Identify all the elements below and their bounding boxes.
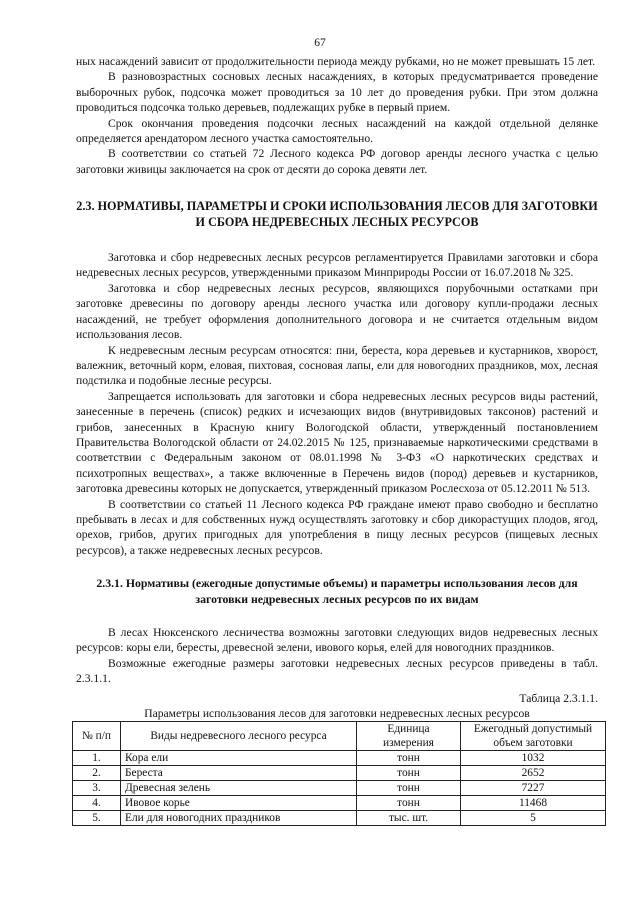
cell-unit: тыс. шт. <box>357 811 461 826</box>
table-row <box>73 796 606 811</box>
cell-number: 2. <box>73 766 121 781</box>
col-header-unit: Единица измерения <box>357 722 461 751</box>
cell-volume: 1032 <box>461 751 606 766</box>
cell-number: 1. <box>73 751 121 766</box>
page-number: 67 <box>314 37 326 49</box>
cell-number: 4. <box>73 796 121 811</box>
cell-number: 3. <box>73 781 121 796</box>
page-body <box>76 54 598 826</box>
cell-volume: 2652 <box>461 766 606 781</box>
paragraph: Срок окончания проведения подсочки лесных насаждений на каждой отдельной делянке определяется арендатором лесного участка самостоятельно. <box>76 116 598 146</box>
paragraph: В соответствии со статьей 11 Лесного кодекса РФ граждане имеют право свободно и бесплатно пребывать в лесах и для собственных нужд осуществлять заготовку и сбор дикорастущих плодов, ягод, орехов, грибов, других пригодных для употребления в пищу лесных ресурсов (пищевых лесных ресурсов), а также недревесных лесных ресурсов. <box>76 497 598 557</box>
col-header-resource: Виды недревесного лесного ресурса <box>121 722 357 751</box>
table-row <box>73 781 606 796</box>
table-header-row <box>73 722 606 751</box>
cell-volume: 7227 <box>461 781 606 796</box>
resources-table <box>72 721 606 826</box>
cell-volume: 11468 <box>461 796 606 811</box>
paragraph: В лесах Нюксенского лесничества возможны заготовки следующих видов недревесных лесных ресурсов: коры ели, бересты, древесной зелени, ивового корья, елей для новогодних праздников. <box>76 626 598 655</box>
table-row <box>73 766 606 781</box>
paragraph: Возможные ежегодные размеры заготовки недревесных лесных ресурсов приведены в табл. 2.3.1.1. <box>76 656 598 686</box>
cell-resource: Береста <box>121 766 357 781</box>
cell-unit: тонн <box>357 766 461 781</box>
table-label: Таблица 2.3.1.1. <box>519 691 598 705</box>
subsection-heading: 2.3.1. Нормативы (ежегодные допустимые объемы) и параметры использования лесов для заготовки недревесных лесных ресурсов по их видам <box>96 576 578 606</box>
cell-number: 5. <box>73 811 121 826</box>
paragraph: ных насаждений зависит от продолжительности периода между рубками, но не может превышать 15 лет. <box>76 55 596 68</box>
col-header-volume: Ежегодный допустимый объем заготовки <box>461 722 606 751</box>
section-heading: 2.3. НОРМАТИВЫ, ПАРАМЕТРЫ И СРОКИ ИСПОЛЬЗОВАНИЯ ЛЕСОВ ДЛЯ ЗАГОТОВКИ И СБОРА НЕДРЕВЕСНЫХ ЛЕСНЫХ РЕСУРСОВ <box>76 199 598 229</box>
paragraph: Заготовка и сбор недревесных лесных ресурсов регламентируется Правилами заготовки и сбора недревесных лесных ресурсов, утвержденными приказом Минприроды России от 16.07.2018 № 325. <box>76 251 598 280</box>
col-header-number: № п/п <box>73 722 121 751</box>
table-row <box>73 811 606 826</box>
cell-resource: Ивовое корье <box>121 796 357 811</box>
cell-unit: тонн <box>357 781 461 796</box>
cell-volume: 5 <box>461 811 606 826</box>
cell-resource: Кора ели <box>121 751 357 766</box>
table-row <box>73 751 606 766</box>
cell-unit: тонн <box>357 751 461 766</box>
cell-unit: тонн <box>357 796 461 811</box>
paragraph: В разновозрастных сосновых лесных насаждениях, в которых предусматривается проведение выборочных рубок, подсочка может проводиться за 10 лет до проведения рубки. При этом должна проводиться подсочка только деревьев, подлежащих рубке в первый прием. <box>76 70 598 115</box>
cell-resource: Ели для новогодних праздников <box>121 811 357 826</box>
paragraph: В соответствии со статьей 72 Лесного кодекса РФ договор аренды лесного участка с целью заготовки живицы заключается на срок от десяти до сорока девяти лет. <box>76 147 598 176</box>
paragraph: К недревесным лесным ресурсам относятся: пни, береста, кора деревьев и кустарников, хворост, валежник, веточный корм, еловая, пихтовая, сосновая лапы, ели для новогодних праздников, мох, лесная подстилка и подобные лесные ресурсы. <box>76 343 598 388</box>
paragraph: Запрещается использовать для заготовки и сбора недревесных лесных ресурсов виды растений, занесенные в перечень (список) редких и исчезающих видов (внутривидовых таксонов) растений и грибов, занесенных в Красную книгу Вологодской области, утвержденный постановлением Правительства Вологодской области от 24.02.2015 № 125, признаваемые наркотическими средствами в соответствии с Федеральным законом от 08.01.1998 № 3-ФЗ «О наркотических средствах и психотропных веществах», а также включенные в Перечень видов (пород) деревьев и кустарников, заготовка древесины которых не допускается, утвержденный приказом Рослесхоза от 05.12.2011 № 513. <box>76 389 598 496</box>
paragraph: Заготовка и сбор недревесных лесных ресурсов, являющихся порубочными остатками при заготовке древесины по договору аренды лесного участка или договору купли-продажи лесных насаждений, не требует оформления дополнительного договора и не считается отдельным видом использования лесов. <box>76 281 598 342</box>
cell-resource: Древесная зелень <box>121 781 357 796</box>
table-title: Параметры использования лесов для заготовки недревесных лесных ресурсов <box>144 707 530 721</box>
